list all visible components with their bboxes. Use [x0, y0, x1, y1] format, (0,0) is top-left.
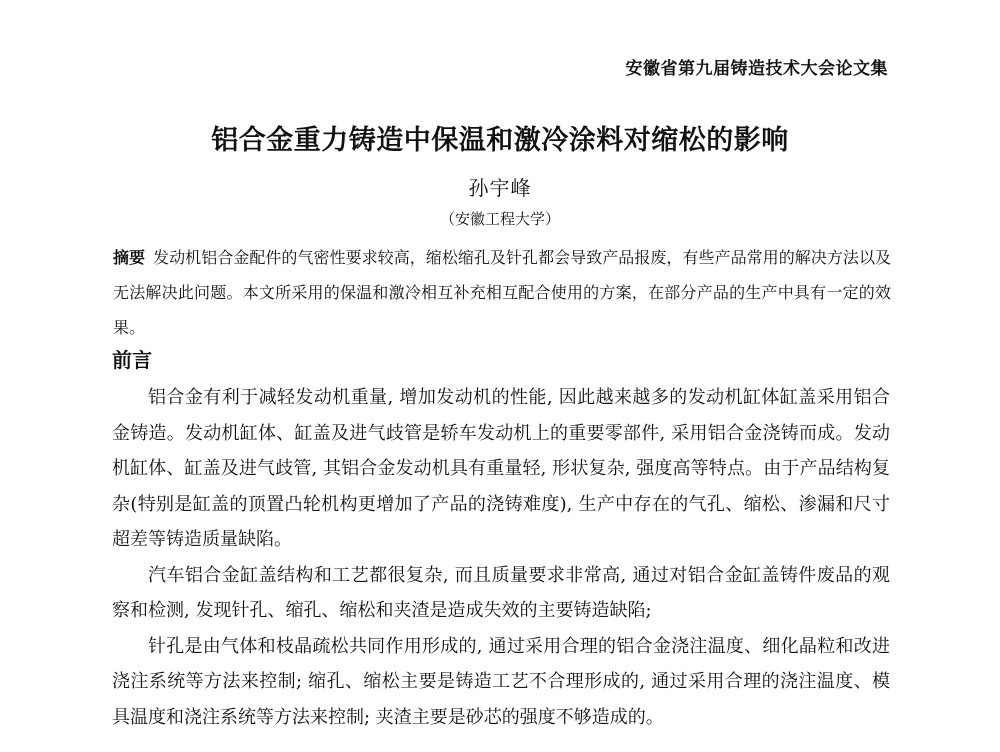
abstract [113, 240, 891, 345]
abstract-label: 摘要 [113, 248, 146, 267]
author-name: 孙宇峰 [468, 176, 532, 200]
author-affiliation: （安徽工程大学） [439, 210, 560, 228]
paper-title: 铝合金重力铸造中保温和激冷涂料对缩松的影响 [211, 125, 789, 156]
running-header: 安徽省第九届铸造技术大会论文集 [625, 59, 888, 79]
section-heading-preface: 前言 [112, 348, 152, 372]
body-paragraph: 汽车铝合金缸盖结构和工艺都很复杂, 而且质量要求非常高, 通过对铝合金缸盖铸件废品的观察和检测, 发现针孔、缩孔、缩松和夹渣是造成失效的主要铸造缺陷; [112, 564, 890, 621]
body-paragraph: 针孔是由气体和枝晶疏松共同作用形成的, 通过采用合理的铝合金浇注温度、细化晶粒和改进浇注系统等方法来控制; 缩孔、缩松主要是铸造工艺不合理形成的, 通过采用合理的浇注温度、模具温度和浇注系统等方法来控制; 夹渣主要是砂芯的强度不够造成的。 [112, 635, 890, 728]
abstract-text: 发动机铝合金配件的气密性要求较高，缩松缩孔及针孔都会导致产品报废，有些产品常用的解决方法以及无法解决此问题。本文所采用的保温和激冷相互补充相互配合使用的方案，在部分产品的生产中具有一定的效果。 [113, 248, 891, 337]
body-paragraph: 铝合金有利于减轻发动机重量, 增加发动机的性能, 因此越来越多的发动机缸体缸盖采用铝合金铸造。发动机缸体、缸盖及进气歧管是轿车发动机上的重要零部件, 采用铝合金浇铸而成。发动机缸体、缸盖及进气歧管, 其铝合金发动机具有重量轻, 形状复杂, 强度高等特点。由于产品结构复杂(特别是缸盖的顶置凸轮机构更增加了产品的浇铸难度), 生产中存在的气孔、缩松、渗漏和尺寸超差等铸造质量缺陷。 [112, 387, 890, 550]
body-text [112, 380, 890, 735]
